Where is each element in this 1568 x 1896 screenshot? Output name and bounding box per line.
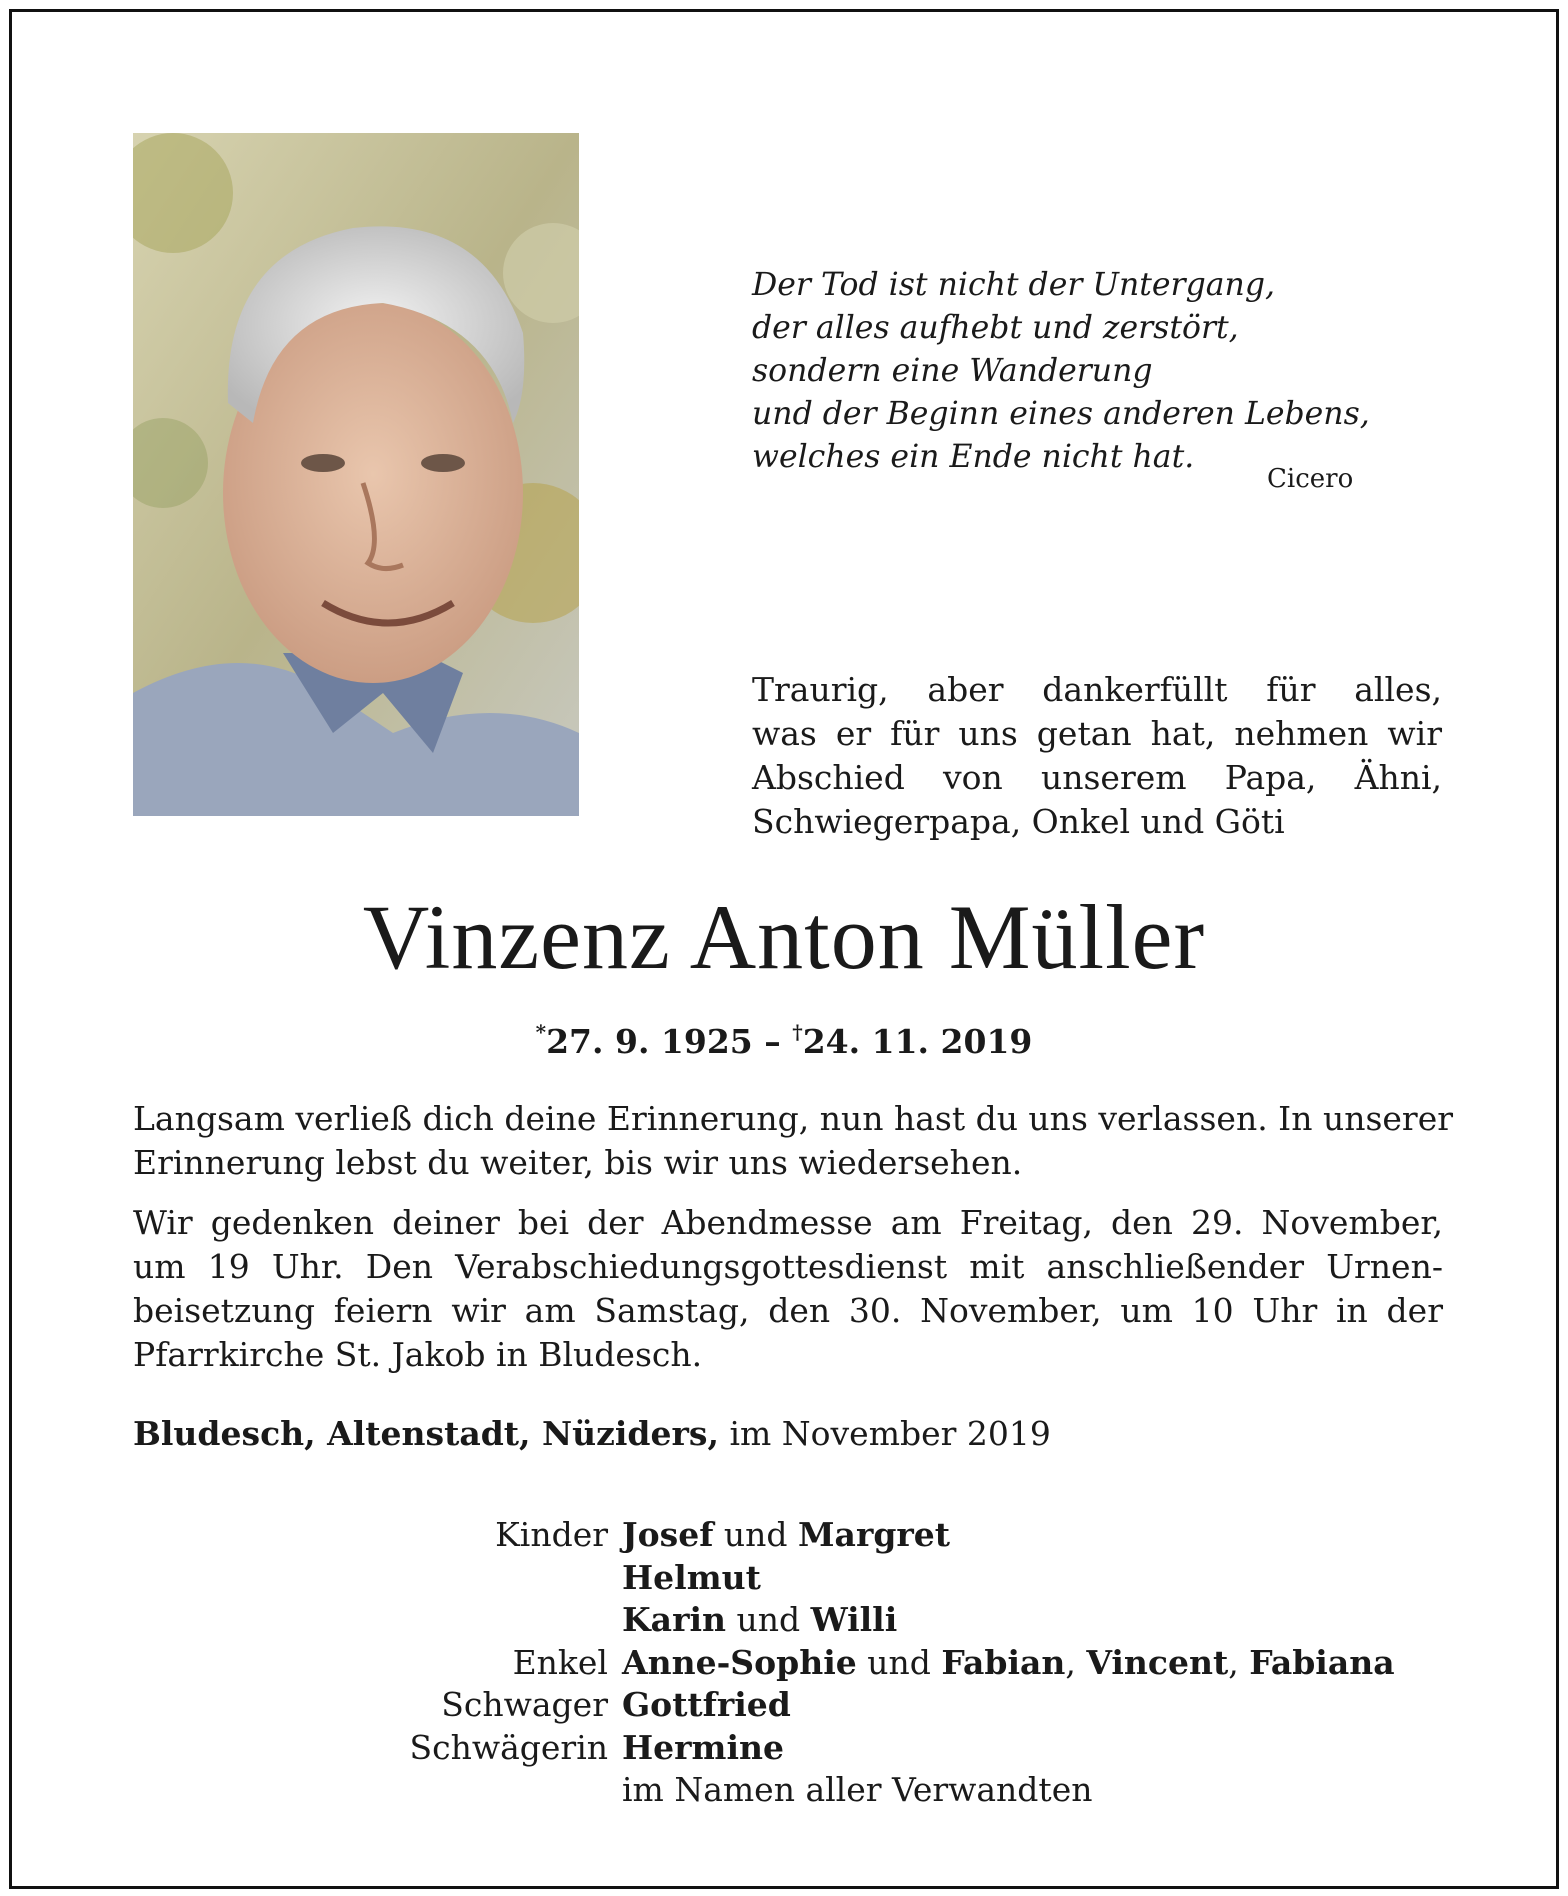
family-name: Hermine	[622, 1727, 785, 1767]
service-paragraph	[133, 1201, 1443, 1377]
intro-line: Abschied von unserem Papa, Ähni,	[752, 758, 1442, 797]
family-names	[622, 1514, 950, 1557]
family-name: Helmut	[622, 1557, 761, 1597]
paragraph-line: um 19 Uhr. Den Verabschiedungsgottesdienst mit anschließender Urnen-	[133, 1247, 1443, 1286]
intro-line: was er für uns getan hat, nehmen wir	[752, 714, 1442, 753]
paragraph-line: Wir gedenken deiner bei der Abendmesse am Freitag, den 29. November,	[133, 1203, 1443, 1242]
paragraph-line: Pfarrkirche St. Jakob in Bludesch.	[133, 1335, 703, 1374]
quote-line: und der Beginn eines anderen Lebens,	[752, 396, 1370, 432]
paragraph-line: Langsam verließ dich deine Erinnerung, nun hast du uns verlassen. In unserer	[133, 1099, 1453, 1138]
place-date: im November 2019	[718, 1414, 1051, 1453]
conjunction: und	[725, 1600, 811, 1639]
family-name: Anne-Sophie	[622, 1642, 857, 1682]
intro-line: Schwiegerpapa, Onkel und Göti	[752, 802, 1285, 841]
family-row	[12, 1642, 1552, 1685]
family-name: Willi	[810, 1600, 898, 1639]
family-name: Karin	[622, 1600, 726, 1639]
death-date: 24. 11. 2019	[802, 1022, 1033, 1061]
place-and-date	[133, 1412, 1051, 1456]
family-row	[12, 1684, 1552, 1727]
place-towns: Bludesch, Altenstadt, Nüziders,	[133, 1414, 719, 1453]
family-row	[12, 1769, 1552, 1812]
obituary-notice	[9, 9, 1559, 1889]
memory-paragraph	[133, 1097, 1453, 1185]
paragraph-line: Erinnerung lebst du weiter, bis wir uns wiedersehen.	[133, 1143, 1023, 1182]
deceased-name: Vinzenz Anton Müller	[362, 886, 1206, 988]
conjunction: und	[713, 1515, 799, 1554]
family-row	[12, 1727, 1552, 1770]
quote-author: Cicero	[1267, 464, 1354, 494]
relation-label: Schwägerin	[409, 1727, 608, 1767]
intro-text	[752, 668, 1442, 844]
date-separator: –	[752, 1022, 793, 1061]
death-symbol: †	[792, 1020, 803, 1044]
conjunction: und	[856, 1642, 942, 1682]
family-row	[12, 1514, 1552, 1557]
family-name: Gottfried	[622, 1685, 791, 1724]
paragraph-line: beisetzung feiern wir am Samstag, den 30. November, um 10 Uhr in der	[133, 1291, 1443, 1330]
quote-line: sondern eine Wanderung	[752, 353, 1153, 389]
intro-line: Traurig, aber dankerfüllt für alles,	[752, 670, 1442, 709]
family-names	[622, 1557, 761, 1600]
family-row	[12, 1599, 1552, 1642]
family-name: Margret	[798, 1515, 951, 1554]
birth-symbol: *	[535, 1020, 547, 1044]
closing-line: im Namen aller Verwandten	[622, 1770, 1093, 1809]
quote-line: der alles aufhebt und zerstört,	[752, 310, 1239, 346]
family-names	[622, 1684, 791, 1727]
family-row	[12, 1557, 1552, 1600]
family-name: Fabiana	[1249, 1642, 1395, 1682]
separator: ,	[1065, 1642, 1087, 1682]
relation-label: Enkel	[512, 1642, 608, 1682]
family-name: Josef	[622, 1515, 714, 1554]
birth-date: 27. 9. 1925	[546, 1022, 753, 1061]
life-dates	[12, 1012, 1556, 1062]
quote-line: Der Tod ist nicht der Untergang,	[752, 267, 1276, 303]
family-name: Fabian	[941, 1642, 1066, 1682]
separator: ,	[1228, 1642, 1250, 1682]
relation-label: Schwager	[441, 1685, 608, 1724]
family-names	[622, 1599, 897, 1642]
family-list	[12, 1514, 1552, 1812]
portrait-image	[133, 133, 579, 816]
quote-block	[752, 264, 1392, 479]
family-names	[622, 1727, 784, 1770]
family-name: Vincent	[1086, 1642, 1229, 1682]
family-names	[622, 1642, 1395, 1685]
portrait-photo	[133, 133, 579, 816]
quote-line: welches ein Ende nicht hat.	[752, 439, 1195, 475]
relation-label: Kinder	[495, 1515, 608, 1554]
